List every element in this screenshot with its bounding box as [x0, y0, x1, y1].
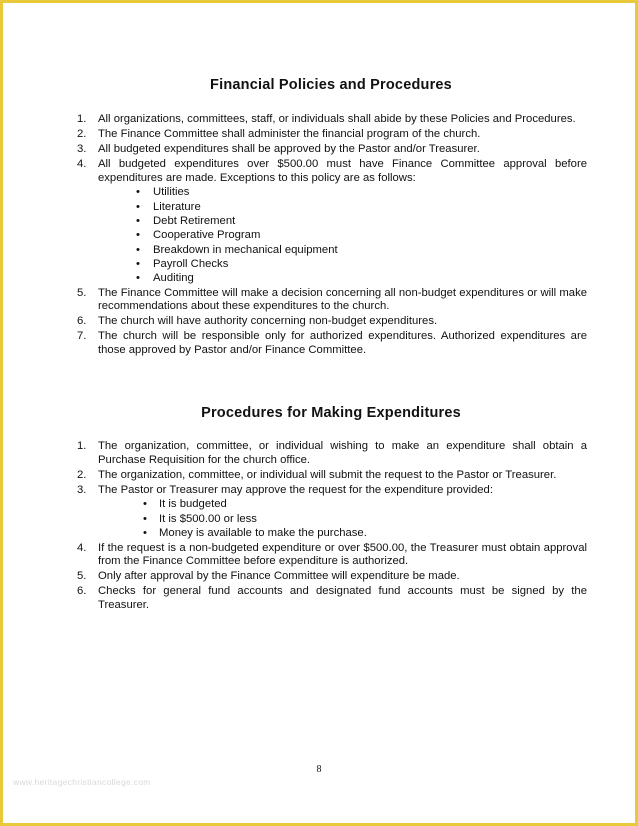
bullet-text: It is budgeted [159, 498, 227, 511]
list-item-number: 1. [77, 440, 87, 452]
bullet-icon: • [136, 215, 140, 227]
bullet-icon: • [136, 257, 140, 270]
section-title-procedures: Procedures for Making Expenditures [201, 405, 461, 421]
list-item [75, 440, 587, 467]
list-item-text: All organizations, committees, staff, or individuals shall abide by these Policies and Procedures. [98, 113, 576, 125]
bullet-item [98, 497, 587, 511]
procedures-list [75, 440, 587, 614]
section-title-financial-policies: Financial Policies and Procedures [210, 77, 452, 93]
list-item-text: The organization, committee, or individual will submit the request to the Pastor or Treasurer. [98, 468, 557, 481]
list-item-text: All budgeted expenditures shall be approved by the Pastor and/or Treasurer. [98, 143, 480, 155]
list-item-number: 7. [77, 330, 87, 343]
bullet-text: Utilities [153, 186, 190, 199]
list-item [75, 128, 587, 142]
bullet-icon: • [143, 498, 147, 511]
list-item-text: The church will be responsible only for authorized expenditures. Authorized expenditures are those approved by Pastor and/or Finance Committee. [98, 330, 587, 357]
bullet-item [98, 512, 587, 526]
list-item-text: Checks for general fund accounts and designated fund accounts must be signed by the Treasurer. [98, 585, 587, 611]
list-item-number: 6. [77, 315, 87, 328]
list-item-text: All budgeted expenditures over $500.00 must have Finance Committee approval before expenditures are made. Exceptions to this policy are as follows: [98, 158, 587, 184]
list-item-number: 2. [77, 128, 87, 140]
bullet-item [98, 228, 587, 242]
bullet-icon: • [136, 243, 140, 256]
bullet-item [98, 243, 587, 257]
list-item [75, 330, 587, 357]
list-item [75, 113, 587, 127]
bullet-item [98, 200, 587, 214]
list-item-text: The church will have authority concerning non-budget expenditures. [98, 315, 438, 328]
list-item-number: 3. [77, 143, 87, 155]
list-item [75, 469, 587, 483]
list-item-number: 5. [77, 286, 87, 299]
list-item-number: 3. [77, 483, 87, 496]
bullet-text: Money is available to make the purchase. [159, 527, 367, 539]
page-number: 8 [316, 764, 322, 775]
bullet-item [98, 257, 587, 271]
list-item-number: 1. [77, 113, 87, 125]
list-item [75, 570, 587, 584]
bullet-icon: • [136, 186, 140, 199]
bullet-icon: • [136, 229, 140, 242]
list-item-number: 6. [77, 585, 87, 598]
list-item-number: 5. [77, 570, 87, 583]
bullet-text: Debt Retirement [153, 215, 236, 227]
list-item [75, 143, 587, 157]
list-item-number: 4. [77, 158, 87, 170]
list-item [75, 542, 587, 569]
bullet-item [98, 526, 587, 540]
bullet-icon: • [136, 272, 140, 285]
bullet-item [98, 214, 587, 228]
bullet-text: Payroll Checks [153, 257, 229, 270]
bullet-icon: • [136, 200, 140, 213]
bullet-list [98, 185, 587, 285]
bullet-list [98, 497, 587, 540]
financial-policies-list [75, 113, 587, 359]
bullet-text: Auditing [153, 272, 194, 285]
bullet-icon: • [143, 527, 147, 539]
bullet-text: It is $500.00 or less [159, 512, 257, 525]
list-item-text: The Pastor or Treasurer may approve the request for the expenditure provided: [98, 483, 493, 496]
list-item-text: The Finance Committee shall administer the financial program of the church. [98, 128, 481, 140]
list-item-number: 4. [77, 541, 87, 554]
list-item [75, 158, 587, 285]
list-item-text: Only after approval by the Finance Committee will expenditure be made. [98, 570, 460, 583]
bullet-text: Literature [153, 200, 201, 213]
list-item-text: The Finance Committee will make a decision concerning all non-budget expenditures or will make recommendations about these expenditures to the church. [98, 286, 587, 313]
list-item-text: The organization, committee, or individual wishing to make an expenditure shall obtain a Purchase Requisition for the church office. [98, 440, 587, 466]
bullet-item [98, 271, 587, 285]
bullet-item [98, 185, 587, 199]
list-item-text: If the request is a non-budgeted expenditure or over $500.00, the Treasurer must obtain approval from the Finance Committee before expenditure is authorized. [98, 541, 587, 568]
list-item [75, 484, 587, 541]
watermark-text: www.heritagechristiancollege.com [13, 777, 151, 787]
list-item [75, 315, 587, 329]
list-item-number: 2. [77, 468, 87, 481]
bullet-text: Breakdown in mechanical equipment [153, 243, 338, 256]
list-item [75, 585, 587, 612]
list-item [75, 287, 587, 314]
bullet-icon: • [143, 512, 147, 525]
bullet-text: Cooperative Program [153, 229, 261, 242]
